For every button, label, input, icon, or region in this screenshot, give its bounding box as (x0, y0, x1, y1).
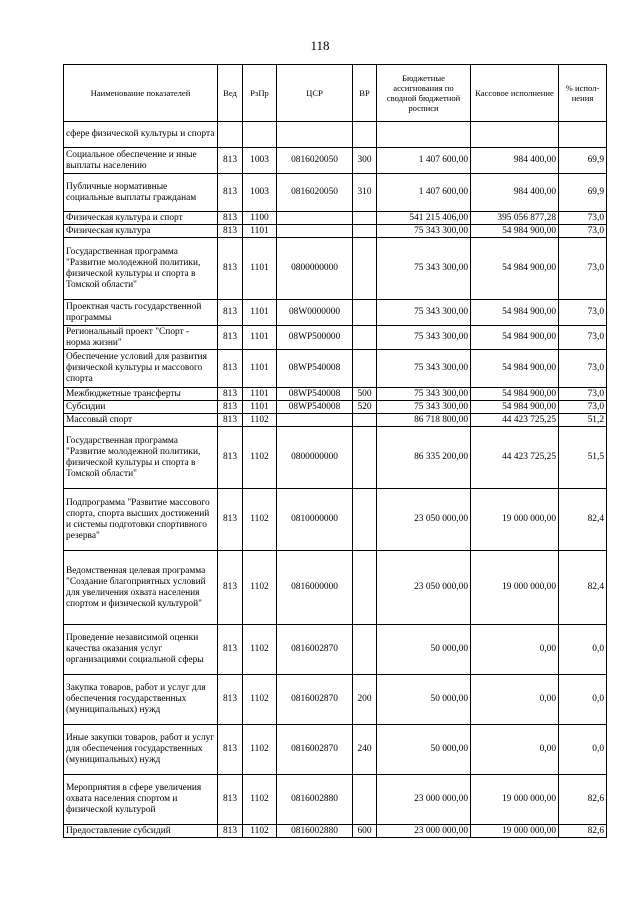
cell-vr (353, 489, 377, 551)
cell-csr: 0816000000 (277, 551, 353, 625)
cell-percent: 73,0 (559, 401, 607, 414)
cell-ved: 813 (218, 174, 243, 212)
cell-csr: 0800000000 (277, 427, 353, 489)
cell-cash: 54 984 900,00 (471, 238, 559, 300)
table-row (64, 489, 607, 551)
header-vr: ВР (353, 65, 377, 122)
cell-rzpr: 1101 (243, 388, 277, 401)
cell-name: Массовый спорт (64, 414, 218, 427)
cell-percent: 73,0 (559, 212, 607, 225)
cell-ved: 813 (218, 225, 243, 238)
cell-name: Мероприятия в сфере увеличения охвата населения спортом и физической культурой (64, 775, 218, 825)
cell-vr: 500 (353, 388, 377, 401)
cell-budget: 541 215 406,00 (377, 212, 471, 225)
cell-name: Предоставление субсидий (64, 825, 218, 838)
cell-rzpr: 1102 (243, 675, 277, 725)
cell-ved: 813 (218, 625, 243, 675)
table-row (64, 414, 607, 427)
cell-csr: 0816020050 (277, 148, 353, 174)
cell-rzpr: 1102 (243, 489, 277, 551)
cell-csr: 0810000000 (277, 489, 353, 551)
cell-cash: 19 000 000,00 (471, 551, 559, 625)
cell-vr (353, 212, 377, 225)
cell-vr (353, 427, 377, 489)
cell-percent: 51,2 (559, 414, 607, 427)
cell-cash: 0,00 (471, 725, 559, 775)
header-percent: % испол-нения (559, 65, 607, 122)
cell-percent: 82,6 (559, 775, 607, 825)
cell-csr (277, 225, 353, 238)
header-cash: Кассовое исполнение (471, 65, 559, 122)
cell-percent (559, 122, 607, 148)
cell-percent: 82,4 (559, 489, 607, 551)
table-row (64, 625, 607, 675)
cell-percent: 82,6 (559, 825, 607, 838)
cell-cash: 44 423 725,25 (471, 427, 559, 489)
cell-percent: 0,0 (559, 625, 607, 675)
cell-budget: 1 407 600,00 (377, 148, 471, 174)
cell-ved: 813 (218, 388, 243, 401)
cell-vr (353, 625, 377, 675)
table-header-row (64, 65, 607, 122)
cell-name: Ведомственная целевая программа "Создание благоприятных условий для увеличения охвата населения спортом и физической культурой" (64, 551, 218, 625)
cell-vr (353, 414, 377, 427)
cell-csr: 08W0000000 (277, 300, 353, 326)
cell-vr (353, 122, 377, 148)
cell-name: Закупка товаров, работ и услуг для обеспечения государственных (муниципальных) нужд (64, 675, 218, 725)
cell-percent: 0,0 (559, 675, 607, 725)
cell-name: Обеспечение условий для развития физической культуры и массового спорта (64, 350, 218, 388)
cell-rzpr: 1101 (243, 238, 277, 300)
table-row (64, 212, 607, 225)
cell-csr: 0816020050 (277, 174, 353, 212)
cell-name: Физическая культура (64, 225, 218, 238)
cell-budget (377, 122, 471, 148)
cell-budget: 75 343 300,00 (377, 350, 471, 388)
cell-csr (277, 212, 353, 225)
cell-name: Субсидии (64, 401, 218, 414)
cell-cash: 0,00 (471, 625, 559, 675)
cell-csr: 0816002880 (277, 775, 353, 825)
cell-cash: 19 000 000,00 (471, 825, 559, 838)
cell-name: Проведение независимой оценки качества оказания услуг организациями социальной сферы (64, 625, 218, 675)
cell-rzpr: 1101 (243, 300, 277, 326)
cell-vr (353, 238, 377, 300)
cell-vr: 240 (353, 725, 377, 775)
cell-name: Подпрограмма "Развитие массового спорта, спорта высших достижений и системы подготовки спортивного резерва" (64, 489, 218, 551)
cell-name: Государственная программа "Развитие молодежной политики, физической культуры и спорта в Томской области" (64, 427, 218, 489)
cell-csr (277, 122, 353, 148)
cell-budget: 50 000,00 (377, 625, 471, 675)
cell-rzpr: 1101 (243, 225, 277, 238)
cell-ved: 813 (218, 489, 243, 551)
page-number: 118 (310, 38, 330, 53)
cell-budget: 75 343 300,00 (377, 238, 471, 300)
cell-vr: 600 (353, 825, 377, 838)
cell-budget: 75 343 300,00 (377, 388, 471, 401)
cell-budget: 75 343 300,00 (377, 300, 471, 326)
cell-ved (218, 122, 243, 148)
cell-percent: 69,9 (559, 174, 607, 212)
cell-ved: 813 (218, 414, 243, 427)
cell-ved: 813 (218, 212, 243, 225)
cell-budget: 75 343 300,00 (377, 326, 471, 350)
table-row (64, 675, 607, 725)
cell-cash: 44 423 725,25 (471, 414, 559, 427)
cell-budget: 23 000 000,00 (377, 825, 471, 838)
cell-rzpr: 1102 (243, 825, 277, 838)
cell-budget: 23 000 000,00 (377, 775, 471, 825)
cell-name: Государственная программа "Развитие молодежной политики, физической культуры и спорта в Томской области" (64, 238, 218, 300)
cell-vr: 200 (353, 675, 377, 725)
cell-cash: 19 000 000,00 (471, 489, 559, 551)
cell-csr: 0816002870 (277, 725, 353, 775)
header-csr: ЦСР (277, 65, 353, 122)
cell-name: Социальное обеспечение и иные выплаты населению (64, 148, 218, 174)
cell-name: Проектная часть государственной программы (64, 300, 218, 326)
cell-rzpr: 1100 (243, 212, 277, 225)
table-row (64, 725, 607, 775)
cell-rzpr: 1101 (243, 401, 277, 414)
table-row (64, 825, 607, 838)
cell-budget: 1 407 600,00 (377, 174, 471, 212)
cell-vr (353, 775, 377, 825)
cell-csr: 0800000000 (277, 238, 353, 300)
cell-ved: 813 (218, 350, 243, 388)
table-row (64, 388, 607, 401)
cell-rzpr (243, 122, 277, 148)
cell-budget: 75 343 300,00 (377, 225, 471, 238)
cell-ved: 813 (218, 725, 243, 775)
cell-ved: 813 (218, 300, 243, 326)
table-row (64, 326, 607, 350)
cell-csr: 08WP500000 (277, 326, 353, 350)
cell-rzpr: 1101 (243, 326, 277, 350)
cell-csr: 08WP540008 (277, 350, 353, 388)
cell-budget: 86 718 800,00 (377, 414, 471, 427)
cell-csr: 0816002870 (277, 675, 353, 725)
cell-percent: 51,5 (559, 427, 607, 489)
cell-csr (277, 414, 353, 427)
cell-rzpr: 1101 (243, 350, 277, 388)
cell-csr: 0816002870 (277, 625, 353, 675)
cell-ved: 813 (218, 148, 243, 174)
cell-cash: 54 984 900,00 (471, 350, 559, 388)
cell-rzpr: 1102 (243, 427, 277, 489)
cell-budget: 23 050 000,00 (377, 489, 471, 551)
cell-name: Физическая культура и спорт (64, 212, 218, 225)
table-row (64, 300, 607, 326)
cell-budget: 50 000,00 (377, 725, 471, 775)
cell-budget: 75 343 300,00 (377, 401, 471, 414)
cell-percent: 82,4 (559, 551, 607, 625)
cell-cash: 984 400,00 (471, 148, 559, 174)
cell-vr: 310 (353, 174, 377, 212)
table-row (64, 238, 607, 300)
table-row (64, 350, 607, 388)
cell-name: Региональный проект "Спорт - норма жизни" (64, 326, 218, 350)
cell-ved: 813 (218, 427, 243, 489)
cell-cash: 54 984 900,00 (471, 388, 559, 401)
cell-percent: 73,0 (559, 350, 607, 388)
cell-cash: 984 400,00 (471, 174, 559, 212)
cell-percent: 0,0 (559, 725, 607, 775)
cell-csr: 08WP540008 (277, 401, 353, 414)
cell-vr (353, 225, 377, 238)
cell-percent: 73,0 (559, 388, 607, 401)
cell-percent: 73,0 (559, 300, 607, 326)
cell-vr: 520 (353, 401, 377, 414)
cell-name: Публичные нормативные социальные выплаты гражданам (64, 174, 218, 212)
cell-name: Межбюджетные трансферты (64, 388, 218, 401)
cell-cash: 54 984 900,00 (471, 225, 559, 238)
budget-execution-table (63, 64, 607, 838)
cell-ved: 813 (218, 675, 243, 725)
cell-csr: 08WP540008 (277, 388, 353, 401)
cell-cash (471, 122, 559, 148)
cell-ved: 813 (218, 825, 243, 838)
cell-name: сфере физической культуры и спорта (64, 122, 218, 148)
table-row (64, 551, 607, 625)
header-rzpr: РзПр (243, 65, 277, 122)
cell-rzpr: 1102 (243, 775, 277, 825)
table-row (64, 174, 607, 212)
cell-ved: 813 (218, 401, 243, 414)
cell-ved: 813 (218, 775, 243, 825)
cell-vr: 300 (353, 148, 377, 174)
cell-ved: 813 (218, 551, 243, 625)
cell-rzpr: 1102 (243, 551, 277, 625)
cell-vr (353, 326, 377, 350)
cell-cash: 395 056 877,28 (471, 212, 559, 225)
cell-vr (353, 350, 377, 388)
cell-vr (353, 551, 377, 625)
table-body (64, 122, 607, 838)
cell-cash: 19 000 000,00 (471, 775, 559, 825)
cell-budget: 23 050 000,00 (377, 551, 471, 625)
cell-vr (353, 300, 377, 326)
table-row (64, 122, 607, 148)
cell-percent: 73,0 (559, 326, 607, 350)
table-row (64, 427, 607, 489)
cell-percent: 69,9 (559, 148, 607, 174)
cell-rzpr: 1102 (243, 625, 277, 675)
table-row (64, 775, 607, 825)
header-ved: Вед (218, 65, 243, 122)
cell-rzpr: 1003 (243, 148, 277, 174)
cell-percent: 73,0 (559, 238, 607, 300)
cell-rzpr: 1003 (243, 174, 277, 212)
cell-budget: 50 000,00 (377, 675, 471, 725)
cell-percent: 73,0 (559, 225, 607, 238)
cell-ved: 813 (218, 326, 243, 350)
cell-rzpr: 1102 (243, 414, 277, 427)
cell-cash: 54 984 900,00 (471, 326, 559, 350)
table-row (64, 148, 607, 174)
cell-budget: 86 335 200,00 (377, 427, 471, 489)
cell-ved: 813 (218, 238, 243, 300)
cell-cash: 54 984 900,00 (471, 401, 559, 414)
cell-csr: 0816002880 (277, 825, 353, 838)
header-name: Наименование показателей (64, 65, 218, 122)
cell-cash: 0,00 (471, 675, 559, 725)
cell-name: Иные закупки товаров, работ и услуг для обеспечения государственных (муниципальных) нужд (64, 725, 218, 775)
header-budget: Бюджетные ассигнования по сводной бюджетной росписи (377, 65, 471, 122)
table-row (64, 401, 607, 414)
table-row (64, 225, 607, 238)
cell-rzpr: 1102 (243, 725, 277, 775)
cell-cash: 54 984 900,00 (471, 300, 559, 326)
